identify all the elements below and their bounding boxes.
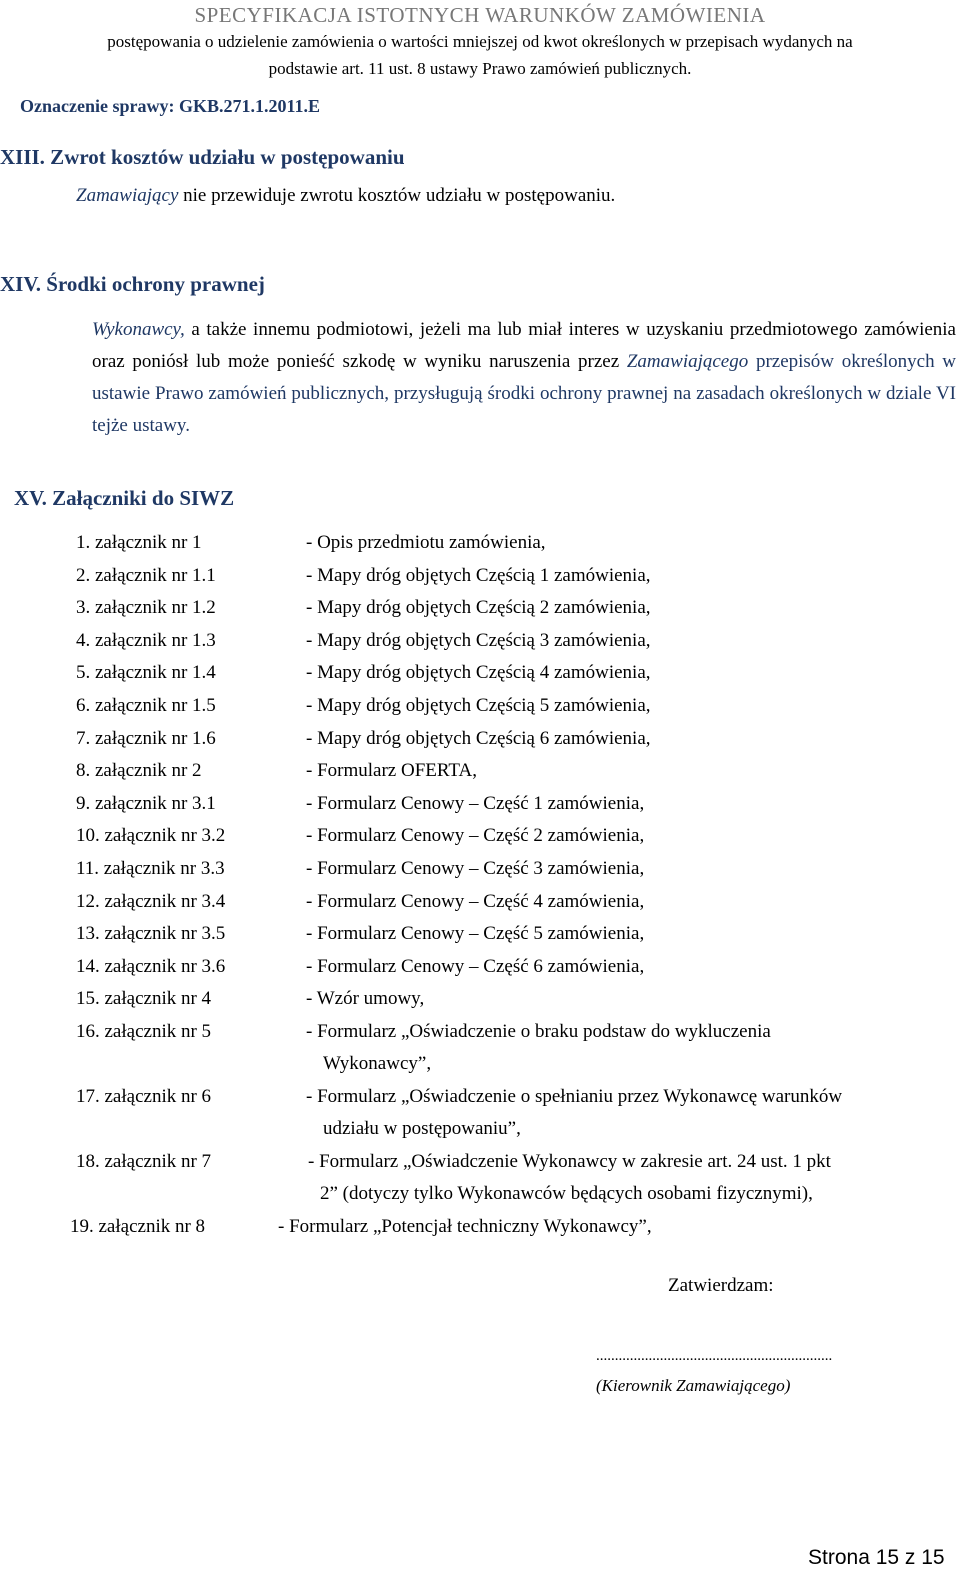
document-header (0, 2, 960, 82)
approval-label: Zatwierdzam: (668, 1275, 774, 1296)
section-13-text-rest: nie przewiduje zwrotu kosztów udziału w postępowaniu. (178, 185, 616, 206)
list-item: 19. załącznik nr 8 - Formularz „Potencjał techniczny Wykonawcy”, (70, 1216, 652, 1238)
list-item: 8. załącznik nr 2 - Formularz OFERTA, (76, 760, 477, 782)
list-item: 3. załącznik nr 1.2 - Mapy dróg objętych Częścią 2 zamówienia, (76, 597, 651, 619)
section-14-p2-rest: przepisów określonych w ustawie Prawo zamówień publicznych, przysługują środki ochrony prawnej na zasadach określonych w dziale VI tejże ustawy. (92, 351, 956, 436)
section-15-heading: XV. Załączniki do SIWZ (14, 486, 235, 510)
signatory-role: (Kierownik Zamawiającego) (596, 1376, 791, 1395)
section-14-paragraph (92, 314, 956, 442)
header-subtitle-line2: podstawie art. 11 ust. 8 ustawy Prawo zamówień publicznych. (268, 59, 692, 78)
header-subtitle-line1: postępowania o udzielenie zamówienia o wartości mniejszej od kwot określonych w przepisach wydanych na (107, 32, 853, 51)
page-number: Strona 15 z 15 (808, 1546, 945, 1569)
section-14-p2-subject: Zamawiającego (626, 351, 749, 372)
list-item: 12. załącznik nr 3.4 - Formularz Cenowy – Część 4 zamówienia, (76, 890, 645, 912)
list-item: 7. załącznik nr 1.6 - Mapy dróg objętych Częścią 6 zamówienia, (76, 727, 651, 749)
annex-list (0, 528, 960, 1245)
list-item: 11. załącznik nr 3.3 - Formularz Cenowy – Część 3 zamówienia, (76, 857, 645, 879)
list-item: 17. załącznik nr 6 - Formularz „Oświadczenie o spełnianiu przez Wykonawcę warunków udziału w postępowaniu”, (76, 1086, 843, 1140)
list-item: 4. załącznik nr 1.3 - Mapy dróg objętych Częścią 3 zamówienia, (76, 629, 651, 651)
list-item: 9. załącznik nr 3.1 - Formularz Cenowy – Część 1 zamówienia, (76, 792, 645, 814)
signature-line: ............................................................... (596, 1348, 833, 1364)
list-item: 10. załącznik nr 3.2 - Formularz Cenowy – Część 2 zamówienia, (76, 825, 645, 847)
list-item: 5. załącznik nr 1.4 - Mapy dróg objętych Częścią 4 zamówienia, (76, 662, 651, 684)
section-14-heading: XIV. Środki ochrony prawnej (0, 272, 265, 296)
list-item: 16. załącznik nr 5 - Formularz „Oświadczenie o braku podstaw do wykluczenia Wykonawcy”, (76, 1020, 771, 1074)
list-item: 6. załącznik nr 1.5 - Mapy dróg objętych Częścią 5 zamówienia, (76, 694, 651, 716)
list-item: 14. załącznik nr 3.6 - Formularz Cenowy – Część 6 zamówienia, (76, 955, 645, 977)
section-13-text (76, 180, 615, 212)
section-14-p1-subject: Wykonawcy, (92, 319, 185, 340)
case-reference: Oznaczenie sprawy: GKB.271.1.2011.E (20, 96, 320, 116)
section-13-heading: XIII. Zwrot kosztów udziału w postępowaniu (0, 145, 405, 169)
list-item: 18. załącznik nr 7 - Formularz „Oświadczenie Wykonawcy w zakresie art. 24 ust. 1 pkt 2” (dotyczy tylko Wykonawców będących osobami fizycznymi), (76, 1151, 831, 1205)
list-item: 1. załącznik nr 1 - Opis przedmiotu zamówienia, (76, 532, 546, 553)
section-13-text-subject: Zamawiający (76, 185, 179, 206)
header-title: SPECYFIKACJA ISTOTNYCH WARUNKÓW ZAMÓWIENIA (194, 3, 766, 27)
section-14-p1-rest: a także innemu podmiotowi, jeżeli ma lub miał interes w uzyskaniu przedmiotowego zamówienia oraz poniósł lub może ponieść szkodę w wyniku naruszenia przez (92, 319, 956, 372)
list-item: 2. załącznik nr 1.1 - Mapy dróg objętych Częścią 1 zamówienia, (76, 564, 651, 586)
list-item: 15. załącznik nr 4 - Wzór umowy, (76, 988, 425, 1010)
list-item: 13. załącznik nr 3.5 - Formularz Cenowy – Część 5 zamówienia, (76, 923, 645, 945)
